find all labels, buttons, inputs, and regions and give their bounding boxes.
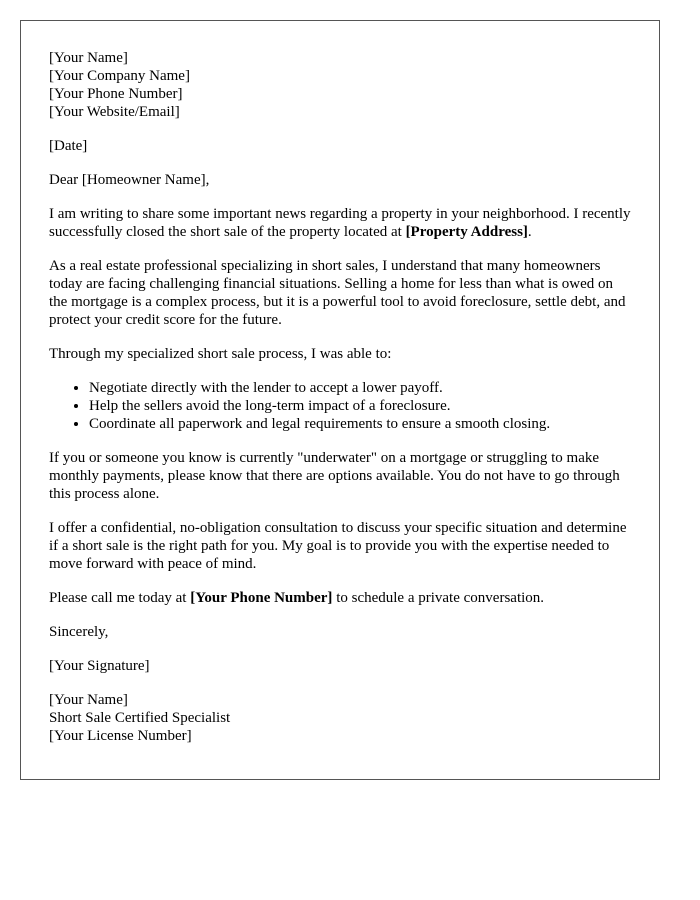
- paragraph-professional: As a real estate professional specializing in short sales, I understand that many homeowners today are facing challenging financial situations. Selling a home for less than what is owed on the mortgage is a complex process, but it is a powerful tool to avoid foreclosure, settle debt, and protect your credit score for the future.: [49, 258, 626, 328]
- sender-website-email: [Your Website/Email]: [49, 104, 180, 120]
- paragraph-intro-text: I am writing to share some important news regarding a property in your neighborhood. I recently successfully closed the short sale of the property located at: [49, 206, 631, 240]
- paragraph-intro-end: .: [527, 224, 532, 240]
- list-item: • Negotiate directly with the lender to accept a lower payoff.: [89, 379, 631, 397]
- footer-license: [Your License Number]: [49, 728, 192, 744]
- closing: Sincerely,: [49, 624, 109, 640]
- footer-name: [Your Name]: [49, 692, 128, 708]
- footer-title: Short Sale Certified Specialist: [49, 710, 231, 726]
- letter-page: [20, 20, 660, 780]
- paragraph-intro: [49, 205, 631, 241]
- sender-info: [49, 49, 631, 121]
- paragraph-underwater: If you or someone you know is currently "underwater" on a mortgage or struggling to make monthly payments, please know that there are options available. You do not have to go through this process alone.: [49, 450, 620, 502]
- paragraph-call: [49, 589, 631, 607]
- accomplishments-list: [49, 379, 631, 433]
- footer-info: [49, 691, 631, 745]
- list-item: • Coordinate all paperwork and legal requirements to ensure a smooth closing.: [89, 415, 631, 433]
- paragraph-process: Through my specialized short sale process, I was able to:: [49, 346, 392, 362]
- call-phone-number: [Your Phone Number]: [190, 590, 333, 606]
- sender-phone: [Your Phone Number]: [49, 86, 183, 102]
- signature: [Your Signature]: [49, 658, 150, 674]
- property-address: [Property Address]: [405, 224, 528, 240]
- list-item: • Help the sellers avoid the long-term impact of a foreclosure.: [89, 397, 631, 415]
- paragraph-call-end: to schedule a private conversation.: [332, 590, 545, 606]
- paragraph-call-text: Please call me today at: [49, 590, 191, 606]
- sender-company: [Your Company Name]: [49, 68, 190, 84]
- letter-date: [Date]: [49, 138, 88, 154]
- sender-name: [Your Name]: [49, 50, 128, 66]
- salutation: Dear [Homeowner Name],: [49, 172, 210, 188]
- paragraph-consultation: I offer a confidential, no-obligation consultation to discuss your specific situation and determine if a short sale is the right path for you. My goal is to provide you with the expertise needed to move forward with peace of mind.: [49, 520, 627, 572]
